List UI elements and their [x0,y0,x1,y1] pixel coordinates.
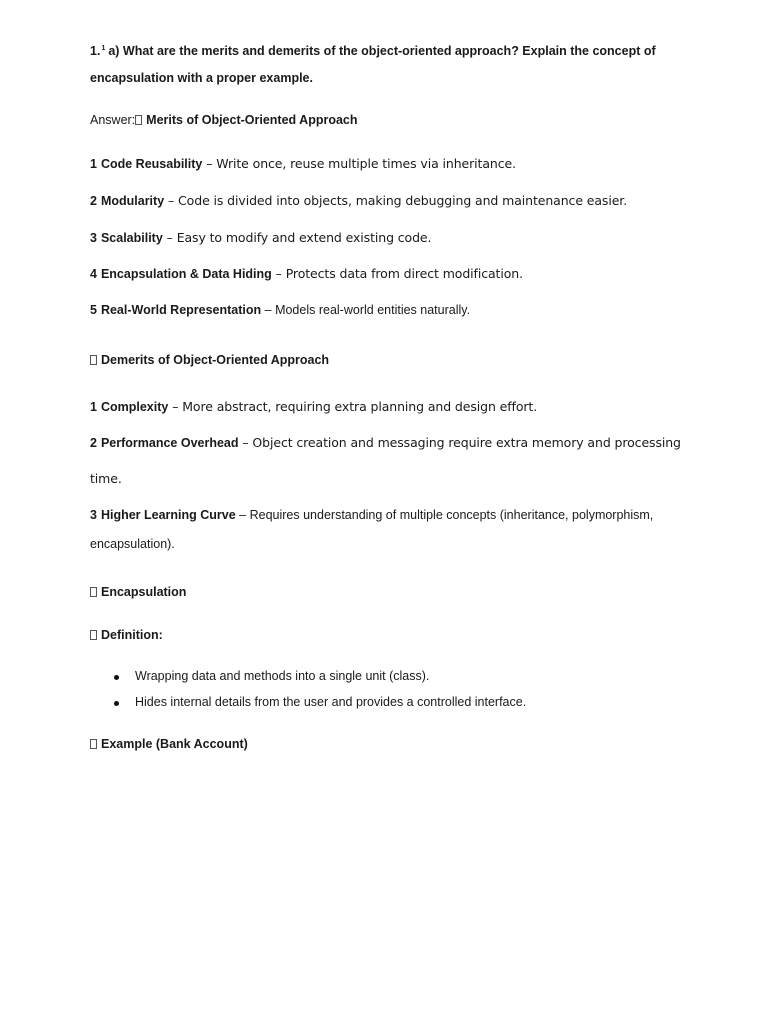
merit-desc: – Models real-world entities naturally. [261,303,471,317]
merit-number: 3 [90,231,97,245]
demerits-heading: Demerits of Object-Oriented Approach [101,353,330,367]
demerit-title: Higher Learning Curve [100,508,236,522]
demerit-item [90,399,537,414]
demerit-desc: – More abstract, requiring extra planning and design effort. [168,399,538,414]
bullet-icon [114,675,119,680]
example-heading: Example (Bank Account) [101,737,248,751]
merit-item [90,156,516,171]
merit-desc: – Code is divided into objects, making debugging and maintenance easier. [164,193,628,208]
merit-item [90,303,470,317]
merit-desc: – Protects data from direct modification. [271,266,523,281]
example-heading-line [90,737,248,751]
answer-line [90,113,358,127]
merit-item [90,266,523,281]
merit-title: Encapsulation & Data Hiding [100,267,272,281]
definition-heading-line [90,628,163,642]
merit-number: 1 [90,157,97,171]
definition-point: Hides internal details from the user and provides a controlled interface. [135,695,527,709]
merit-number: 2 [90,194,97,208]
demerit-item [90,508,653,522]
merit-number: 5 [90,303,97,317]
demerit-desc: – Object creation and messaging require extra memory and processing [238,435,681,450]
missing-glyph-icon [135,115,142,125]
demerit-desc-continued: encapsulation). [90,537,175,551]
demerit-desc-continued: time. [90,471,122,486]
demerit-item [90,435,681,450]
demerit-desc: – Requires understanding of multiple concepts (inheritance, polymorphism, [235,508,654,522]
merit-title: Modularity [100,194,165,208]
demerit-title: Performance Overhead [100,436,239,450]
question-line-1 [90,44,656,58]
merits-heading: Merits of Object-Oriented Approach [146,113,358,127]
merit-item [90,230,431,245]
demerits-heading-line [90,353,329,367]
merit-desc: – Write once, reuse multiple times via inheritance. [202,156,516,171]
merit-title: Code Reusability [100,157,203,171]
missing-glyph-icon [90,587,97,597]
question-line-2: encapsulation with a proper example. [90,71,313,85]
demerit-number: 2 [90,436,97,450]
definition-heading: Definition: [101,628,163,642]
merit-number: 4 [90,267,97,281]
merit-item [90,193,627,208]
merit-title: Scalability [100,231,163,245]
missing-glyph-icon [90,739,97,749]
question-number: 1. [90,44,101,58]
demerit-number: 1 [90,400,97,414]
definition-point: Wrapping data and methods into a single unit (class). [135,669,430,683]
encapsulation-heading-line [90,585,186,599]
missing-glyph-icon [90,355,97,365]
missing-glyph-icon [90,630,97,640]
encapsulation-heading: Encapsulation [101,585,187,599]
question-text: a) What are the merits and demerits of the object-oriented approach? Explain the concept of [108,44,656,58]
merit-title: Real-World Representation [100,303,262,317]
answer-label: Answer: [90,113,136,127]
footnote-marker: 1 [101,44,106,52]
demerit-title: Complexity [100,400,169,414]
bullet-icon [114,701,119,706]
demerit-number: 3 [90,508,97,522]
merit-desc: – Easy to modify and extend existing code. [162,230,432,245]
